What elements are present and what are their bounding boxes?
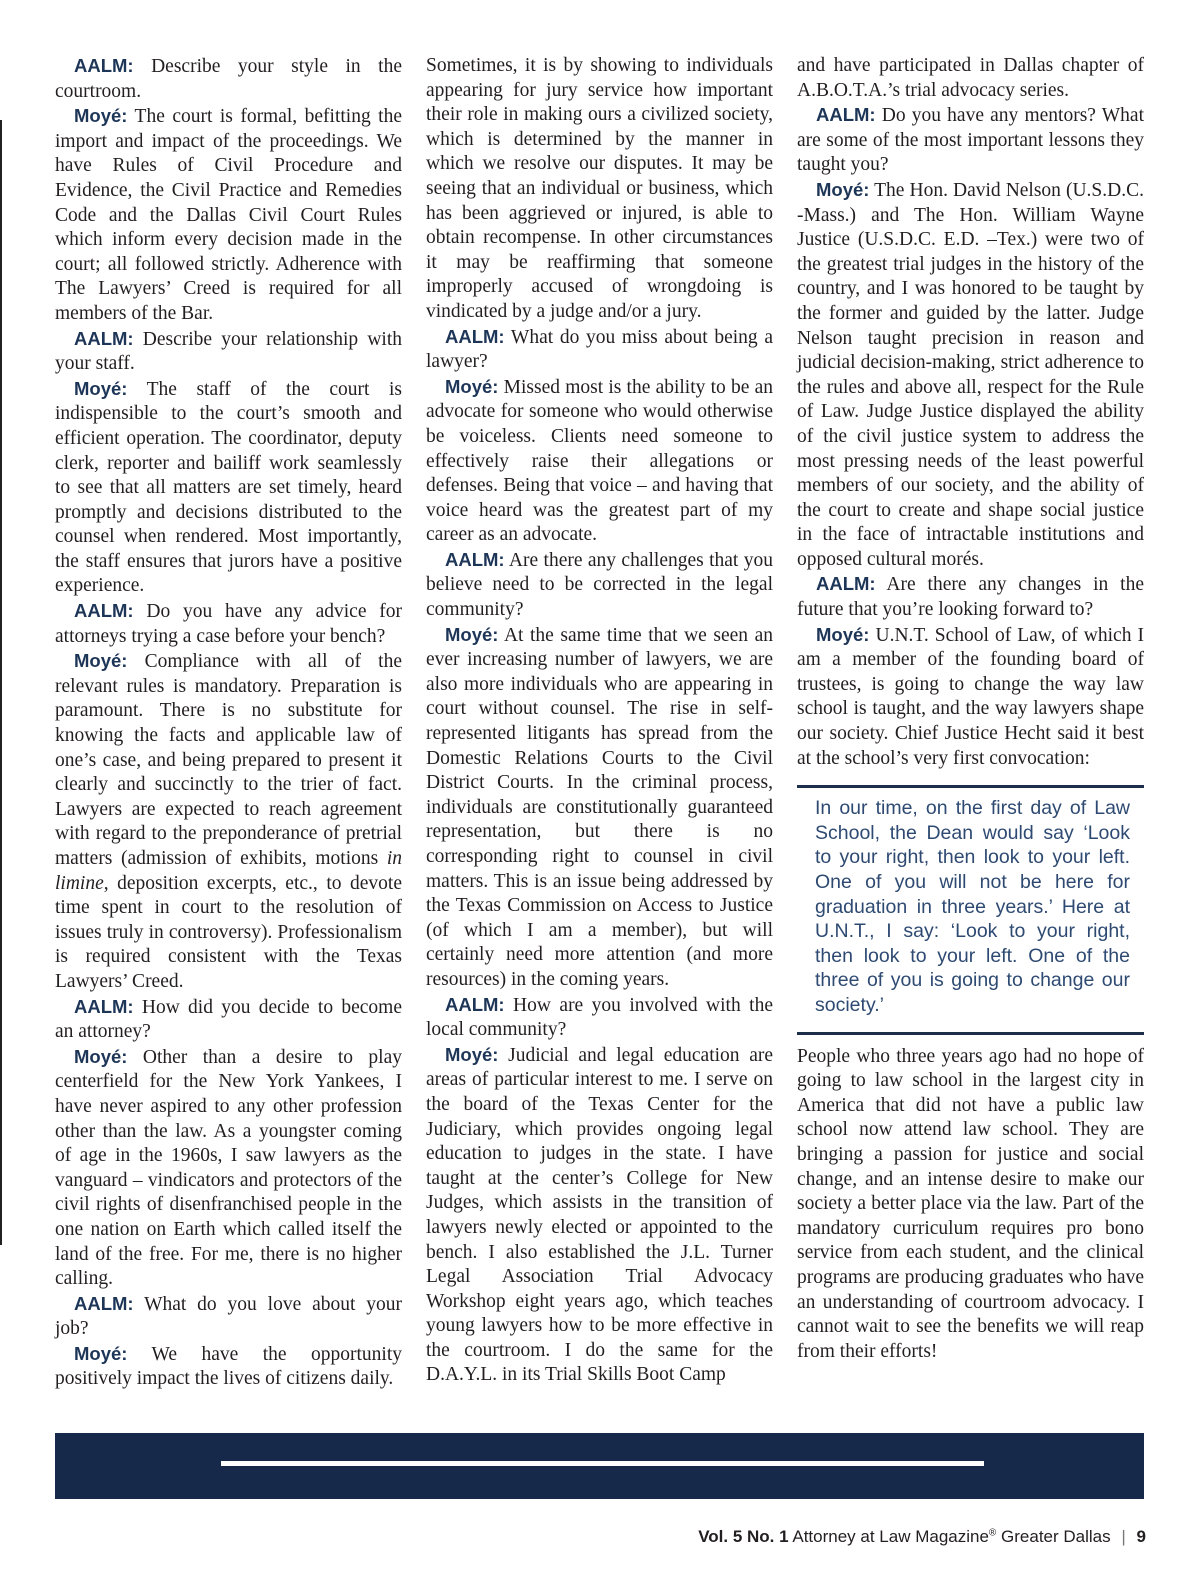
speaker-label: AALM:: [74, 600, 134, 622]
text-run: At the same time that we seen an ever increasing number of lawyers, we are also more individuals who are appearing in court without counsel. The rise in self-represented litigants has spread from the Domestic Relations Courts to the Civil District Courts. In the criminal process, individuals are constitutionally guaranteed representation, but there is no corresponding right to counsel in civil matters. This is an issue being addressed by the Texas Commission on Access to Justice (of which I am a member), but will certainly need more attention (and more resources) in the coming years.: [426, 624, 773, 990]
answer: [797, 623, 1144, 772]
text-run: U.N.T. School of Law, of which I am a member of the founding board of trustees, is going to change the way law school is taught, and the way lawyers shape our society. Chief Justice Hecht said it best at the school’s very first convocation:: [797, 624, 1144, 769]
speaker-label: AALM:: [816, 573, 876, 595]
text-run: in limine: [55, 848, 402, 894]
question: [55, 995, 402, 1045]
answer: [55, 104, 402, 326]
page-edge-mark: [0, 120, 2, 1245]
speaker-label: Moyé:: [445, 375, 499, 397]
speaker-label: AALM:: [445, 325, 505, 347]
footer-bar: [55, 1433, 1144, 1499]
answer: [797, 178, 1144, 573]
answer-continued: Sometimes, it is by showing to individuals appearing for jury service how important their role in making ours a civilized society, which is determined by the manner in which we resolve our disputes. It may be seeing that an individual or business, which has been aggrieved or injured, is able to obtain recompense. In other circumstances it may be reaffirming that someone improperly accused of wrongdoing is vindicated by a judge and/or a jury.: [426, 55, 773, 322]
question: [426, 993, 773, 1043]
text-run: What do you love about your job?: [55, 1293, 402, 1340]
text-run: Other than a desire to play centerfield for the New York Yankees, I have never aspired to any other profession other than the law. As a youngster coming of age in the 1960s, I saw lawyers as the vanguard – vindicators and protectors of the civil rights of disenfranchised people in the one nation on Earth which called itself the land of the free. For me, there is no higher calling.: [55, 1046, 402, 1290]
text-run: Do you have any mentors? What are some of the most important lessons they taught you?: [797, 105, 1144, 176]
speaker-label: Moyé:: [74, 1045, 128, 1067]
publication-name: Attorney at Law Magazine: [792, 1527, 989, 1546]
speaker-label: Moyé:: [816, 623, 870, 645]
question: [797, 572, 1144, 622]
speaker-label: Moyé:: [74, 105, 128, 127]
column-2: [426, 54, 773, 1388]
text-run: How did you decide to become an attorney?: [55, 996, 402, 1043]
registered-mark: ®: [988, 1527, 997, 1539]
speaker-label: AALM:: [74, 1292, 134, 1314]
folio-separator: |: [1121, 1527, 1126, 1546]
text-run: We have the opportunity positively impact the lives of citizens daily.: [55, 1343, 402, 1390]
text-run: What do you miss about being a lawyer?: [426, 326, 773, 373]
volume-label: Vol. 5 No. 1: [698, 1527, 789, 1546]
text-run: , deposition excerpts, etc., to devote time spent in court to the resolution of issues truly in controversy). Professionalism is required consistent with the Texas Lawyers’ Creed.: [55, 872, 402, 992]
question: [55, 599, 402, 649]
footer-rule: [221, 1461, 984, 1466]
text-run: Judicial and legal education are areas of particular interest to me. I serve on the board of the Texas Center for the Judiciary, which provides ongoing legal education to judges in the state. I have taught at the center’s College for New Judges, which assists in the transition of lawyers newly elected or appointed to the bench. I also established the J.L. Turner Legal Association Trial Advocacy Workshop eight years ago, which teaches young lawyers how to be more effective in the courtroom. I do the same for the D.A.Y.L. in its Trial Skills Boot Camp: [426, 1044, 773, 1386]
speaker-label: Moyé:: [445, 623, 499, 645]
edition-name: Greater Dallas: [1001, 1527, 1111, 1546]
closing-paragraph: People who three years ago had no hope of going to law school in the largest city in America that did not have a public law school now attend law school. They are bringing a passion for justice and social change, and an intense desire to make our society a better place via the law. Part of the mandatory curriculum requires pro bono service from each student, and the clinical programs are producing graduates who have an understanding of courtroom advocacy. I cannot wait to see the benefits we will reap from their efforts!: [797, 1045, 1144, 1362]
speaker-label: AALM:: [816, 104, 876, 126]
question: [55, 54, 402, 104]
speaker-label: Moyé:: [74, 1342, 128, 1364]
speaker-label: Moyé:: [74, 377, 128, 399]
pull-quote: In our time, on the first day of Law School, the Dean would say ‘Look to your right, then look to your left. One of you will not be here for graduation in three years.’ Here at U.N.T., I say: ‘Look to your right, then look to your left. One of the three of you is going to change our society.’: [797, 785, 1144, 1034]
text-run: Missed most is the ability to be an advocate for someone who would otherwise be voiceless. Clients need someone to effectively raise their allegations or defenses. Being that voice – and having that voice heard was the greatest part of my career as an advocate.: [426, 376, 773, 546]
answer: [55, 377, 402, 599]
speaker-label: Moyé:: [74, 650, 128, 672]
answer: [426, 1043, 773, 1388]
speaker-label: AALM:: [74, 327, 134, 349]
page-number: 9: [1136, 1527, 1146, 1546]
question: [797, 103, 1144, 178]
text-run: How are you involved with the local community?: [426, 994, 773, 1041]
text-run: Do you have any advice for attorneys trying a case before your bench?: [55, 601, 402, 647]
speaker-label: AALM:: [74, 995, 134, 1017]
question: [55, 1292, 402, 1342]
text-run: The court is formal, befitting the import and impact of the proceedings. We have Rules of Civil Procedure and Evidence, the Civil Practice and Remedies Code and the Dallas Civil Court Rules which inform every decision made in the court; all followed strictly. Adherence with The Lawyers’ Creed is required for all members of the Bar.: [55, 106, 402, 324]
page-folio: [698, 1527, 1146, 1547]
column-1: [55, 54, 402, 1392]
answer: [55, 1342, 402, 1392]
speaker-label: AALM:: [445, 548, 505, 570]
question: [426, 325, 773, 375]
text-run: The staff of the court is indispensible to the court’s smooth and efficient operation. The coordinator, deputy clerk, reporter and bailiff work seamlessly to see that all matters are set timely, heard promptly and decisions distributed to the counsel when rendered. Most importantly, the staff ensures that jurors have a positive experience.: [55, 378, 402, 597]
speaker-label: AALM:: [74, 55, 134, 76]
text-run: The Hon. David Nelson (U.S.D.C. -Mass.) and The Hon. William Wayne Justice (U.S.D.C. E.D. –Tex.) were two of the greatest trial judges in the history of the country, and I was honored to be taught by the former and guided by the latter. Judge Nelson taught precision in reason and judicial decision-making, strict adherence to the rules and above all, respect for the Rule of Law. Judge Justice displayed the ability of the civil justice system to address the most pressing needs of the least powerful members of our society, and the ability of the court to create and shape social justice in the face of intractable institutions and opposed cultural morés.: [797, 179, 1144, 570]
answer: [426, 375, 773, 548]
text-run: Are there any challenges that you believe need to be corrected in the legal community?: [426, 549, 773, 621]
question: [426, 548, 773, 623]
text-run: Compliance with all of the relevant rules is mandatory. Preparation is paramount. There is no substitute for knowing the facts and applicable law of one’s case, and being prepared to present it clearly and succinctly to the trier of fact. Lawyers are expected to reach agreement with regard to the preponderance of pretrial matters (admission of exhibits, motions: [55, 651, 402, 869]
question: [55, 327, 402, 377]
answer: [55, 1045, 402, 1292]
speaker-label: Moyé:: [445, 1043, 499, 1065]
column-3: [797, 54, 1144, 1364]
answer-continued: and have participated in Dallas chapter of A.B.O.T.A.’s trial advocacy series.: [797, 55, 1144, 101]
text-run: Describe your style in the courtroom.: [55, 56, 402, 102]
text-run: Are there any changes in the future that you’re looking forward to?: [797, 574, 1144, 621]
speaker-label: AALM:: [445, 993, 505, 1015]
answer: [426, 623, 773, 993]
text-run: Describe your relationship with your staff.: [55, 328, 402, 375]
speaker-label: Moyé:: [816, 178, 870, 200]
answer: [55, 649, 402, 994]
